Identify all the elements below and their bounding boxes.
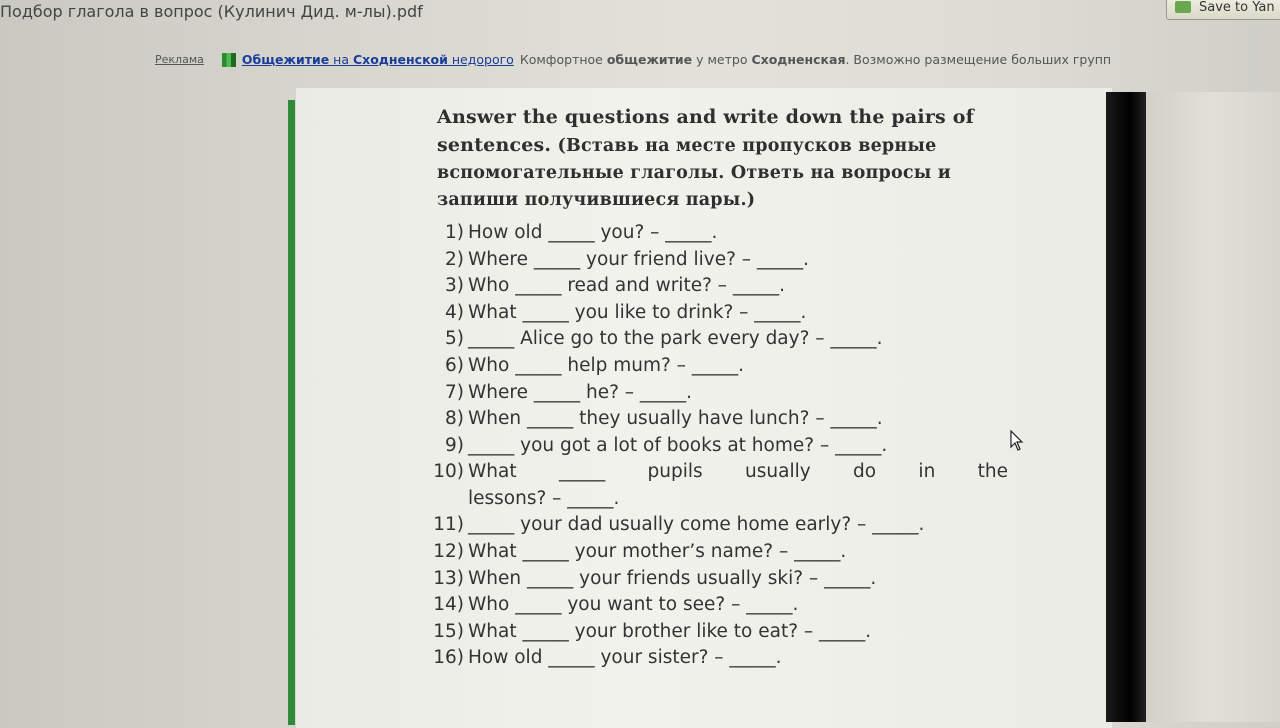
page-margin-bar [288,100,295,725]
question-item: 11) _____ your dad usually come home early? – _____. [433,514,925,536]
question-item: 13) When _____ your friends usually ski? – _____. [433,567,877,589]
save-icon [1175,1,1191,13]
question-item: 10) What _____ pupils usually do in the lessons? – _____. [433,461,1008,509]
question-item: 6) Who _____ help mum? – _____. [445,354,744,376]
question-item: 9) _____ you got a lot of books at home? – _____. [445,434,888,456]
ad-description: Комфортное общежитие у метро Сходненская. Возможно размещение больших групп [519,52,1112,67]
question-item: 7) Where _____ he? – _____. [445,381,693,403]
question-item: 15) What _____ your brother like to eat? – _____. [433,620,872,642]
mouse-pointer-icon [1010,430,1024,452]
question-item: 5) _____ Alice go to the park every day? – _____. [445,328,883,350]
ad-link[interactable]: Общежитие на Сходненской недорого [241,52,514,67]
exercise-instructions [437,104,997,214]
question-list [410,220,1010,672]
question-item: 1) How old _____ you? – _____. [445,222,718,243]
pdf-title: Подбор глагола в вопрос (Кулинич Дид. м-лы).pdf [0,2,423,21]
instructions-english: Answer the questions and write down the pairs of sentences. [437,106,974,156]
save-button-label: Save to Yan [1199,0,1275,15]
question-item: 16) How old _____ your sister? – _____. [433,647,782,669]
question-item: 8) When _____ they usually have lunch? – _____. [445,408,883,430]
question-item: 2) Where _____ your friend live? – _____. [445,248,810,270]
ad-logo-icon [222,53,236,67]
question-item: 12) What _____ your mother’s name? – _____. [433,540,847,562]
ad-banner [155,52,1111,67]
question-item: 14) Who _____ you want to see? – _____. [433,594,799,616]
instructions-russian: (Вставь на месте пропусков верные вспомогательные глаголы. Ответь на вопросы и запиши получившиеся пары.) [437,136,951,210]
question-item: 4) What _____ you like to drink? – _____. [445,301,807,323]
page-edge-shadow [1106,92,1146,722]
question-item: 3) Who _____ read and write? – _____. [445,275,786,297]
viewer-gutter [1140,92,1280,722]
save-to-disk-button[interactable] [1166,0,1280,20]
ad-label[interactable]: Реклама [155,53,204,66]
